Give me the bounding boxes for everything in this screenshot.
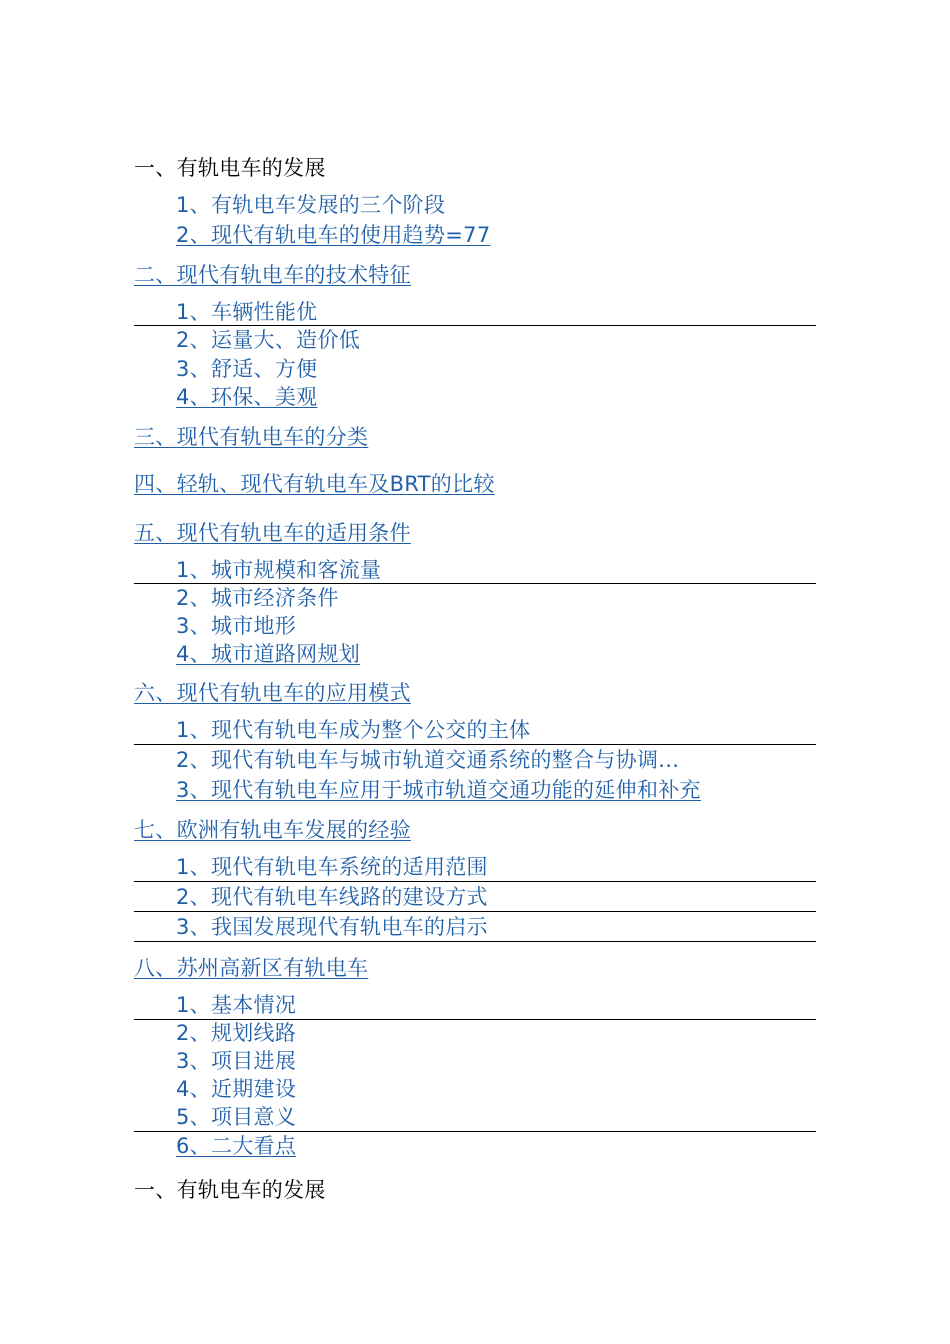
divider-line [134,941,816,942]
toc-link-8[interactable]: 八、苏州高新区有轨电车 [134,956,369,980]
toc-link-8-4[interactable]: 4、近期建设 [176,1077,297,1101]
toc-link-5[interactable]: 五、现代有轨电车的适用条件 [134,521,411,545]
toc-link-5-1[interactable]: 1、城市规模和客流量 [176,558,382,582]
divider-line [134,911,816,912]
toc-link-3[interactable]: 三、现代有轨电车的分类 [134,425,369,449]
toc-link-2-2[interactable]: 2、运量大、造价低 [176,328,361,352]
toc-link-6-2[interactable]: 2、现代有轨电车与城市轨道交通系统的整合与协调... [176,748,680,772]
toc-link-2-1[interactable]: 1、车辆性能优 [176,300,318,324]
toc-link-8-5[interactable]: 5、项目意义 [176,1105,297,1129]
toc-link-6-1[interactable]: 1、现代有轨电车成为整个公交的主体 [176,718,531,742]
toc-link-8-1[interactable]: 1、基本情况 [176,993,297,1017]
toc-link-5-2[interactable]: 2、城市经济条件 [176,586,339,610]
toc-link-7-3[interactable]: 3、我国发展现代有轨电车的启示 [176,915,488,939]
toc-link-1-2[interactable]: 2、现代有轨电车的使用趋势=77 [176,223,491,247]
toc-heading-1: 一、有轨电车的发展 [134,156,326,180]
divider-line [134,325,816,326]
toc-link-5-4[interactable]: 4、城市道路网规划 [176,642,361,666]
divider-line [134,881,816,882]
toc-link-7[interactable]: 七、欧洲有轨电车发展的经验 [134,818,411,842]
toc-link-2-3[interactable]: 3、舒适、方便 [176,357,318,381]
toc-link-6[interactable]: 六、现代有轨电车的应用模式 [134,681,411,705]
divider-line [134,744,816,745]
toc-link-8-6[interactable]: 6、二大看点 [176,1134,297,1158]
toc-link-2[interactable]: 二、现代有轨电车的技术特征 [134,263,411,287]
toc-link-8-2[interactable]: 2、规划线路 [176,1021,297,1045]
toc-link-7-1[interactable]: 1、现代有轨电车系统的适用范围 [176,855,488,879]
toc-link-8-3[interactable]: 3、项目进展 [176,1049,297,1073]
divider-line [134,1131,816,1132]
toc-link-1-1[interactable]: 1、有轨电车发展的三个阶段 [176,193,446,217]
divider-line [134,583,816,584]
toc-link-7-2[interactable]: 2、现代有轨电车线路的建设方式 [176,885,488,909]
toc-link-4[interactable]: 四、轻轨、现代有轨电车及BRT的比较 [134,472,495,496]
toc-link-6-3[interactable]: 3、现代有轨电车应用于城市轨道交通功能的延伸和补充 [176,778,701,802]
section-heading: 一、有轨电车的发展 [134,1178,326,1202]
toc-link-5-3[interactable]: 3、城市地形 [176,614,297,638]
toc-link-2-4[interactable]: 4、环保、美观 [176,385,318,409]
